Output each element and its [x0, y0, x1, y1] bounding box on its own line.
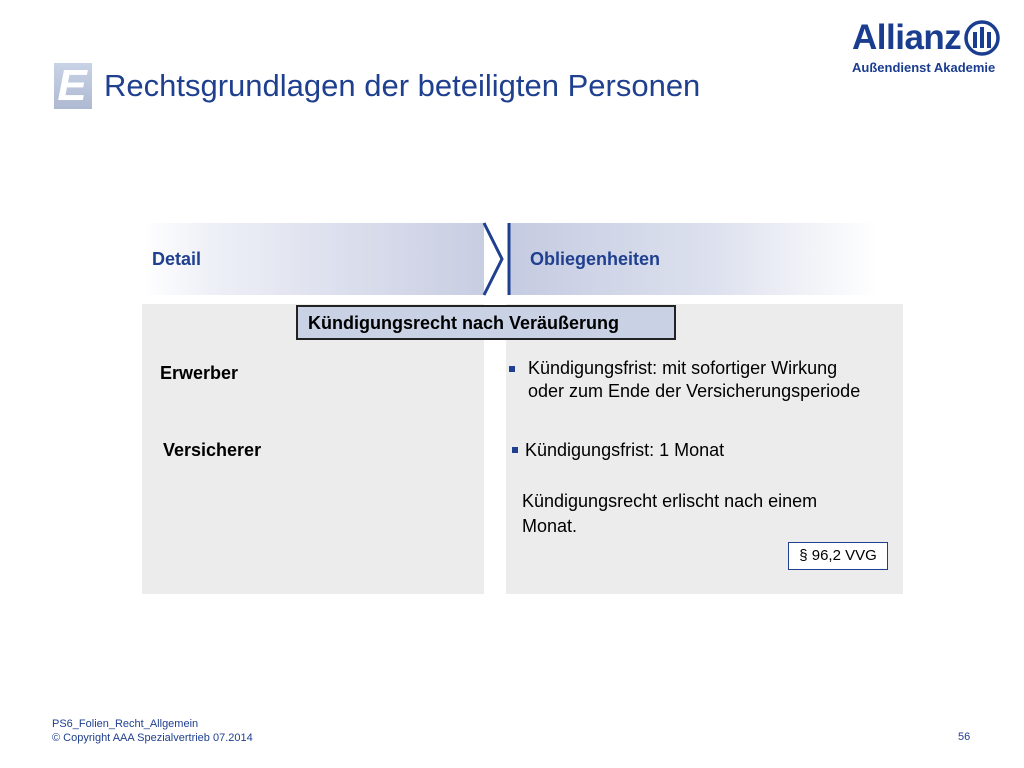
- brand-subtitle: Außendienst Akademie: [852, 60, 996, 75]
- section-heading-box: Kündigungsrecht nach Veräußerung: [296, 305, 676, 340]
- row-label-versicherer: Versicherer: [163, 440, 262, 460]
- bullet-icon: [512, 447, 518, 453]
- section-letter-badge: [54, 63, 92, 109]
- footer-filename: PS6_Folien_Recht_Allgemein: [52, 718, 199, 730]
- row-label-erwerber: Erwerber: [160, 363, 239, 383]
- note-line2: Monat.: [522, 516, 578, 536]
- chevron-divider-icon: [478, 219, 518, 299]
- versicherer-detail: Kündigungsfrist: 1 Monat: [525, 440, 725, 460]
- page-title: Rechtsgrundlagen der beteiligten Personen: [104, 68, 701, 103]
- footer-copyright: © Copyright AAA Spezialvertrieb 07.2014: [52, 732, 253, 744]
- section-letter: E: [57, 61, 87, 110]
- brand-name: Allianz: [852, 18, 962, 57]
- legal-reference-box: § 96,2 VVG: [788, 542, 888, 570]
- band-label-obliegenheiten: Obliegenheiten: [530, 249, 661, 269]
- erwerber-detail-line1: Kündigungsfrist: mit sofortiger Wirkung: [528, 358, 838, 378]
- allianz-eagle-icon: [964, 20, 1000, 56]
- footer: [52, 717, 253, 745]
- allianz-logo: [852, 20, 1002, 76]
- page-number: 56: [958, 731, 971, 743]
- bullet-icon: [509, 366, 515, 372]
- band-label-detail: Detail: [152, 249, 202, 269]
- erwerber-detail-line2: oder zum Ende der Versicherungsperiode: [528, 381, 861, 401]
- note-line1: Kündigungsrecht erlischt nach einem: [522, 491, 818, 511]
